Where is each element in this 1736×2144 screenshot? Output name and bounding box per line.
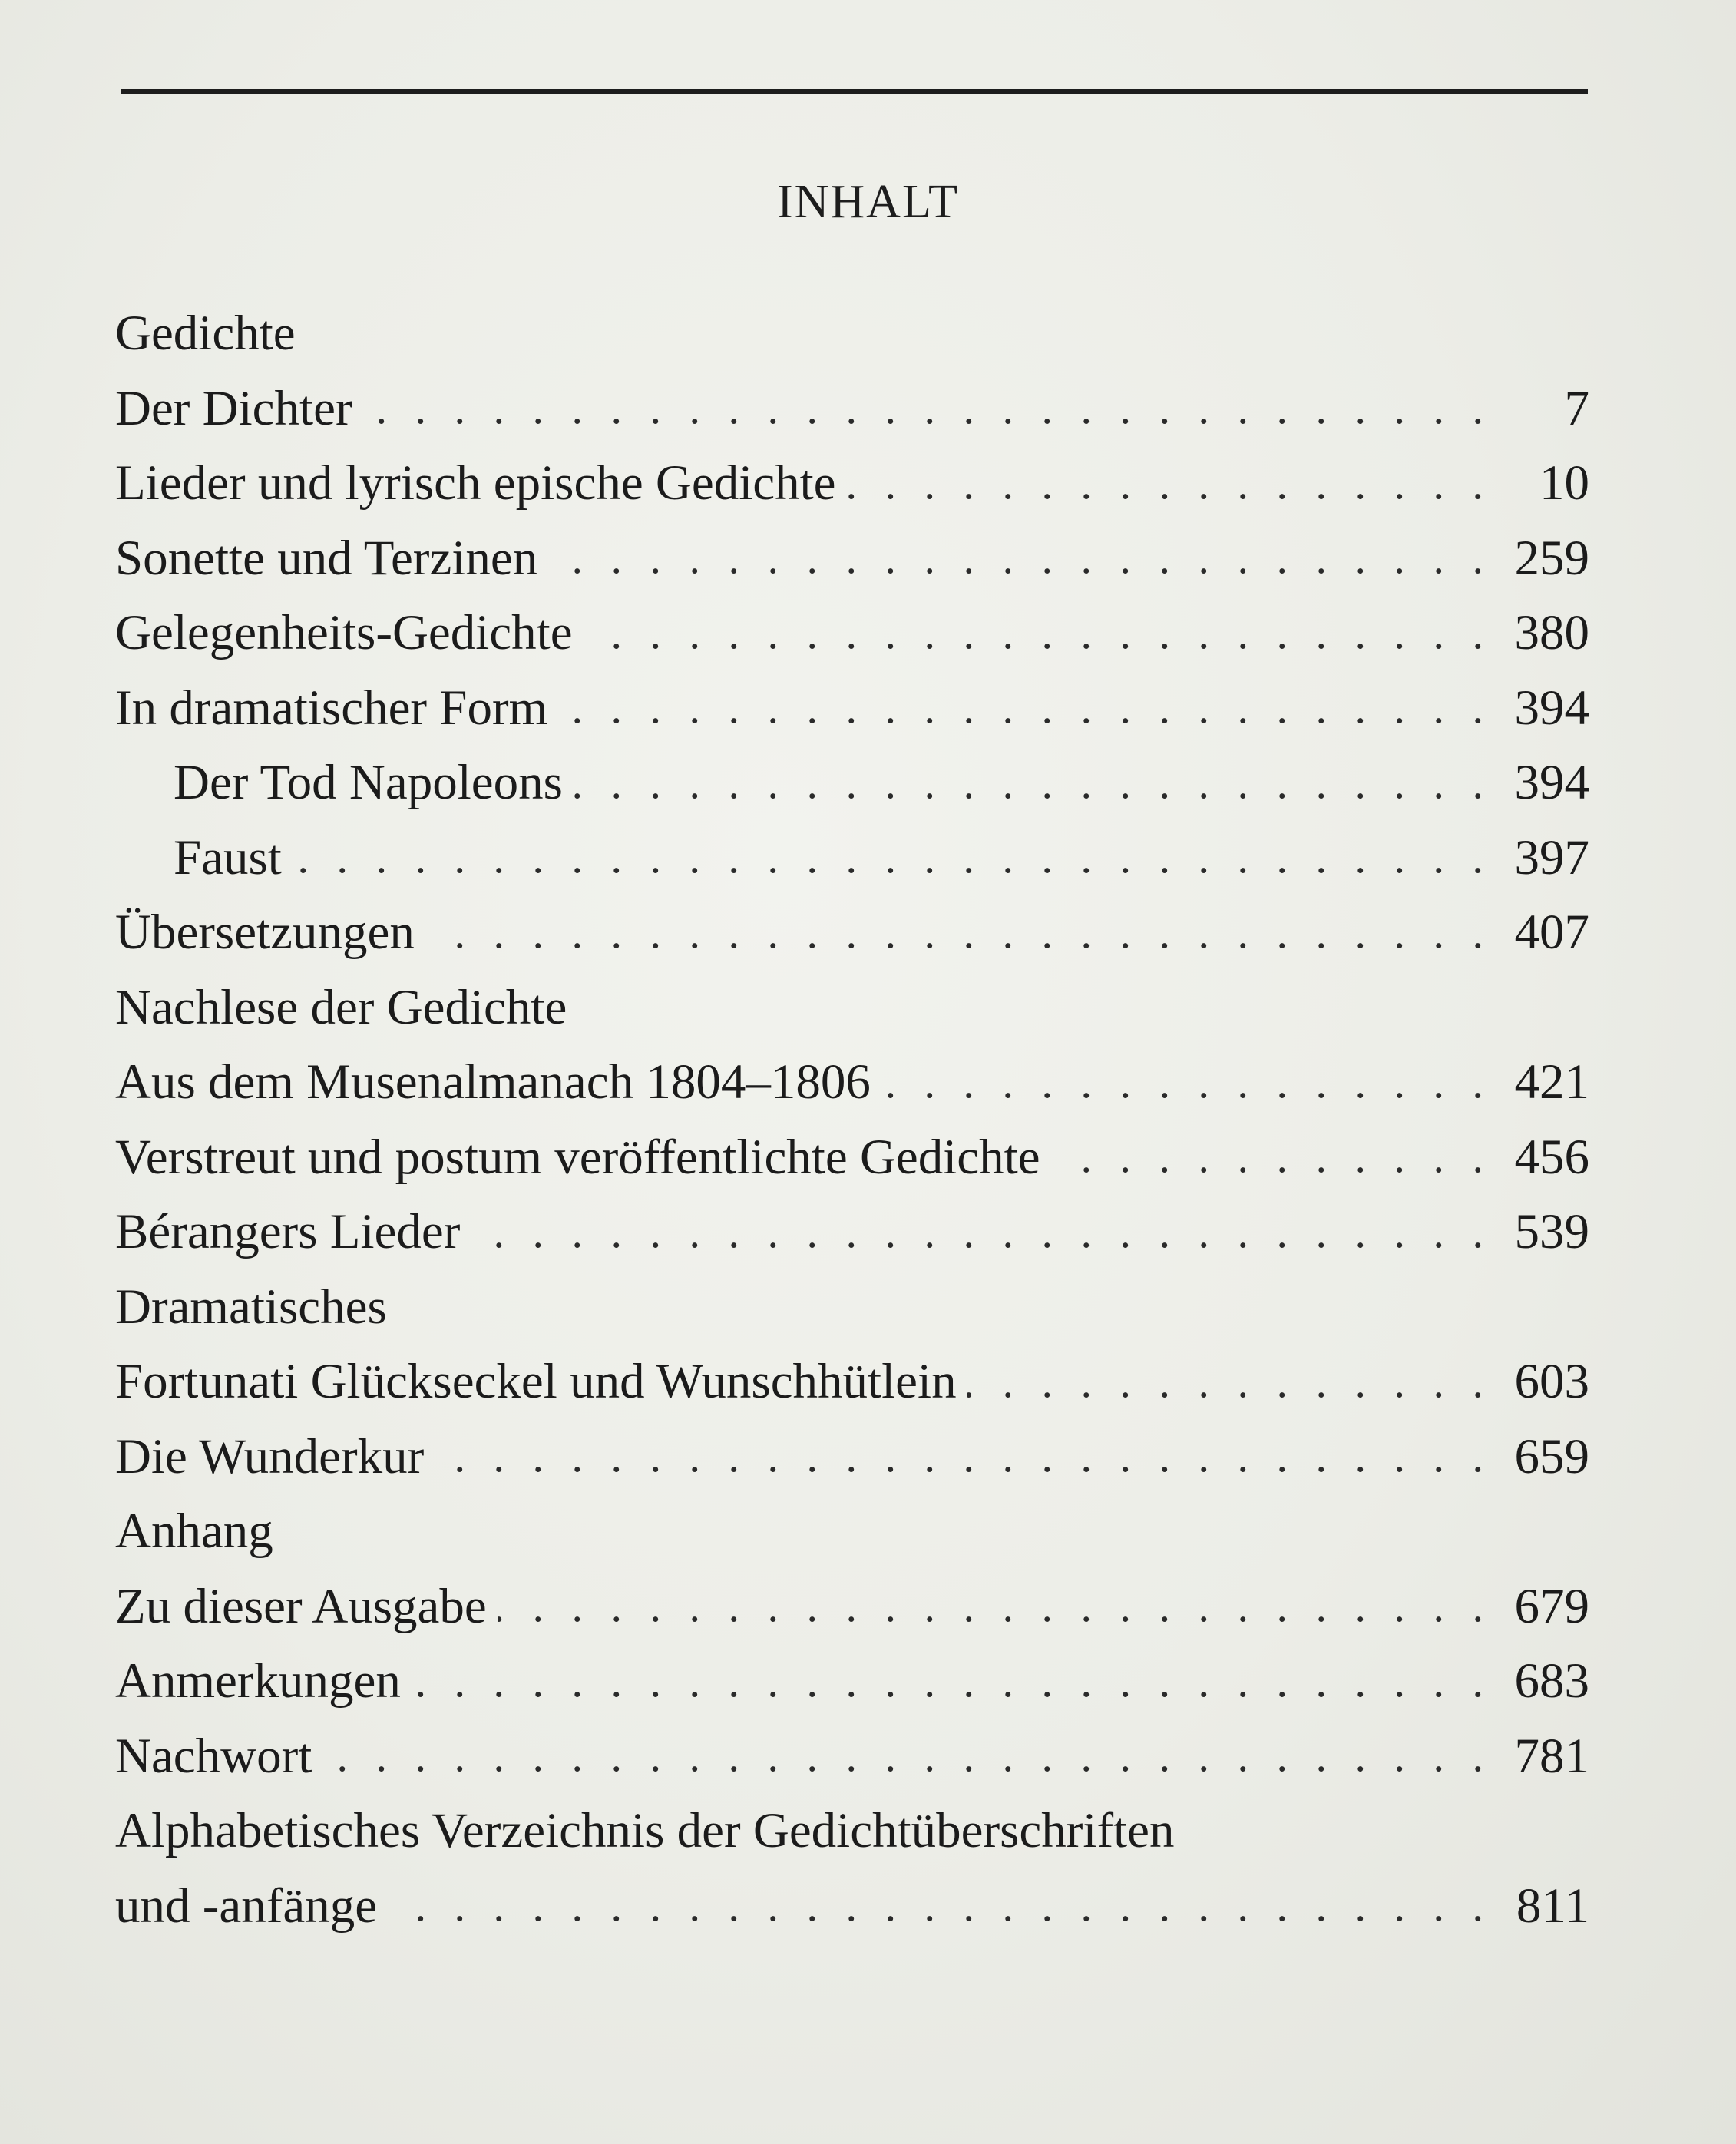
dot-leader bbox=[471, 1210, 1483, 1255]
toc-entry-label: Gelegenheits-Gedichte bbox=[115, 605, 573, 661]
top-rule bbox=[121, 89, 1588, 94]
toc-entry bbox=[115, 446, 1589, 521]
toc-entry-page: 397 bbox=[1514, 829, 1589, 885]
toc-section-heading bbox=[115, 971, 1589, 1046]
toc-entry bbox=[115, 671, 1589, 746]
toc-subentry bbox=[115, 821, 1589, 896]
toc-entry-label: Dramatisches bbox=[115, 1279, 387, 1335]
toc-entry-page: 394 bbox=[1514, 680, 1589, 736]
dot-leader bbox=[584, 611, 1483, 656]
dot-leader bbox=[412, 1659, 1483, 1704]
table-of-contents bbox=[115, 296, 1589, 1944]
toc-entry bbox=[115, 372, 1589, 447]
toc-entry-label: Faust bbox=[174, 829, 282, 885]
dot-leader bbox=[388, 1884, 1483, 1928]
toc-entry-page: 407 bbox=[1514, 905, 1589, 961]
toc-entry-label: Der Dichter bbox=[115, 380, 352, 436]
toc-entry bbox=[115, 1420, 1589, 1495]
toc-entry-label: Bérangers Lieder bbox=[115, 1204, 461, 1260]
dot-leader bbox=[293, 835, 1483, 880]
dot-leader bbox=[425, 911, 1483, 955]
toc-section-heading bbox=[115, 296, 1589, 372]
toc-entry-page: 7 bbox=[1564, 380, 1589, 436]
toc-entry-label: Nachwort bbox=[115, 1728, 312, 1784]
toc-entry bbox=[115, 1045, 1589, 1120]
toc-entry-page: 421 bbox=[1514, 1054, 1589, 1110]
dot-leader bbox=[363, 386, 1483, 431]
toc-entry-page: 394 bbox=[1514, 755, 1589, 811]
toc-entry bbox=[115, 596, 1589, 671]
toc-entry-label: Anmerkungen bbox=[115, 1653, 401, 1709]
toc-entry-page: 380 bbox=[1514, 605, 1589, 661]
toc-entry-label: Übersetzungen bbox=[115, 905, 415, 961]
toc-entry-label: Anhang bbox=[115, 1504, 273, 1560]
toc-entry-label: Sonette und Terzinen bbox=[115, 530, 538, 586]
toc-section-heading bbox=[115, 1270, 1589, 1345]
toc-entry-page: 539 bbox=[1514, 1204, 1589, 1260]
toc-entry bbox=[115, 1120, 1589, 1196]
toc-entry bbox=[115, 895, 1589, 971]
toc-entry bbox=[115, 1869, 1589, 1944]
dot-leader bbox=[548, 536, 1483, 581]
dot-leader bbox=[1051, 1135, 1483, 1180]
toc-entry-page: 603 bbox=[1514, 1354, 1589, 1410]
toc-entry-page: 679 bbox=[1514, 1578, 1589, 1634]
toc-entry-page: 456 bbox=[1514, 1129, 1589, 1185]
toc-section-heading bbox=[115, 1494, 1589, 1570]
toc-entry-page: 259 bbox=[1514, 530, 1589, 586]
toc-entry-label: Gedichte bbox=[115, 306, 296, 362]
dot-leader bbox=[322, 1734, 1483, 1778]
dot-leader bbox=[498, 1584, 1483, 1629]
toc-entry-label: Lieder und lyrisch epische Gedichte bbox=[115, 455, 836, 511]
toc-entry-label: Alphabetisches Verzeichnis der Gedichtüberschriften bbox=[115, 1803, 1175, 1859]
dot-leader bbox=[558, 686, 1483, 730]
toc-entry-label: Aus dem Musenalmanach 1804–1806 bbox=[115, 1054, 871, 1110]
toc-entry-page: 781 bbox=[1514, 1728, 1589, 1784]
toc-entry bbox=[115, 1719, 1589, 1795]
toc-entry-label: und -anfänge bbox=[115, 1878, 378, 1934]
toc-entry-label: In dramatischer Form bbox=[115, 680, 548, 736]
dot-leader bbox=[435, 1434, 1483, 1479]
page-title: INHALT bbox=[776, 176, 960, 228]
toc-entry bbox=[115, 1345, 1589, 1420]
dot-leader bbox=[967, 1360, 1483, 1405]
toc-entry-page: 811 bbox=[1516, 1878, 1589, 1934]
dot-leader bbox=[881, 1060, 1483, 1105]
toc-subentry bbox=[115, 746, 1589, 821]
toc-entry-page: 10 bbox=[1539, 455, 1589, 511]
dot-leader bbox=[847, 462, 1483, 506]
toc-entry-label: Zu dieser Ausgabe bbox=[115, 1578, 487, 1634]
toc-entry-label: Verstreut und postum veröffentlichte Gedichte bbox=[115, 1129, 1040, 1185]
toc-entry-label: Fortunati Glückseckel und Wunschhütlein bbox=[115, 1354, 957, 1410]
toc-entry-page: 659 bbox=[1514, 1428, 1589, 1484]
toc-entry bbox=[115, 1570, 1589, 1645]
toc-entry-label: Nachlese der Gedichte bbox=[115, 979, 567, 1035]
toc-entry-page: 683 bbox=[1514, 1653, 1589, 1709]
toc-entry-label: Die Wunderkur bbox=[115, 1428, 425, 1484]
toc-entry-label: Der Tod Napoleons bbox=[174, 755, 563, 811]
toc-entry-first-line bbox=[115, 1794, 1589, 1869]
toc-entry bbox=[115, 1644, 1589, 1719]
toc-entry bbox=[115, 521, 1589, 597]
toc-entry bbox=[115, 1195, 1589, 1270]
dot-leader bbox=[574, 761, 1483, 806]
